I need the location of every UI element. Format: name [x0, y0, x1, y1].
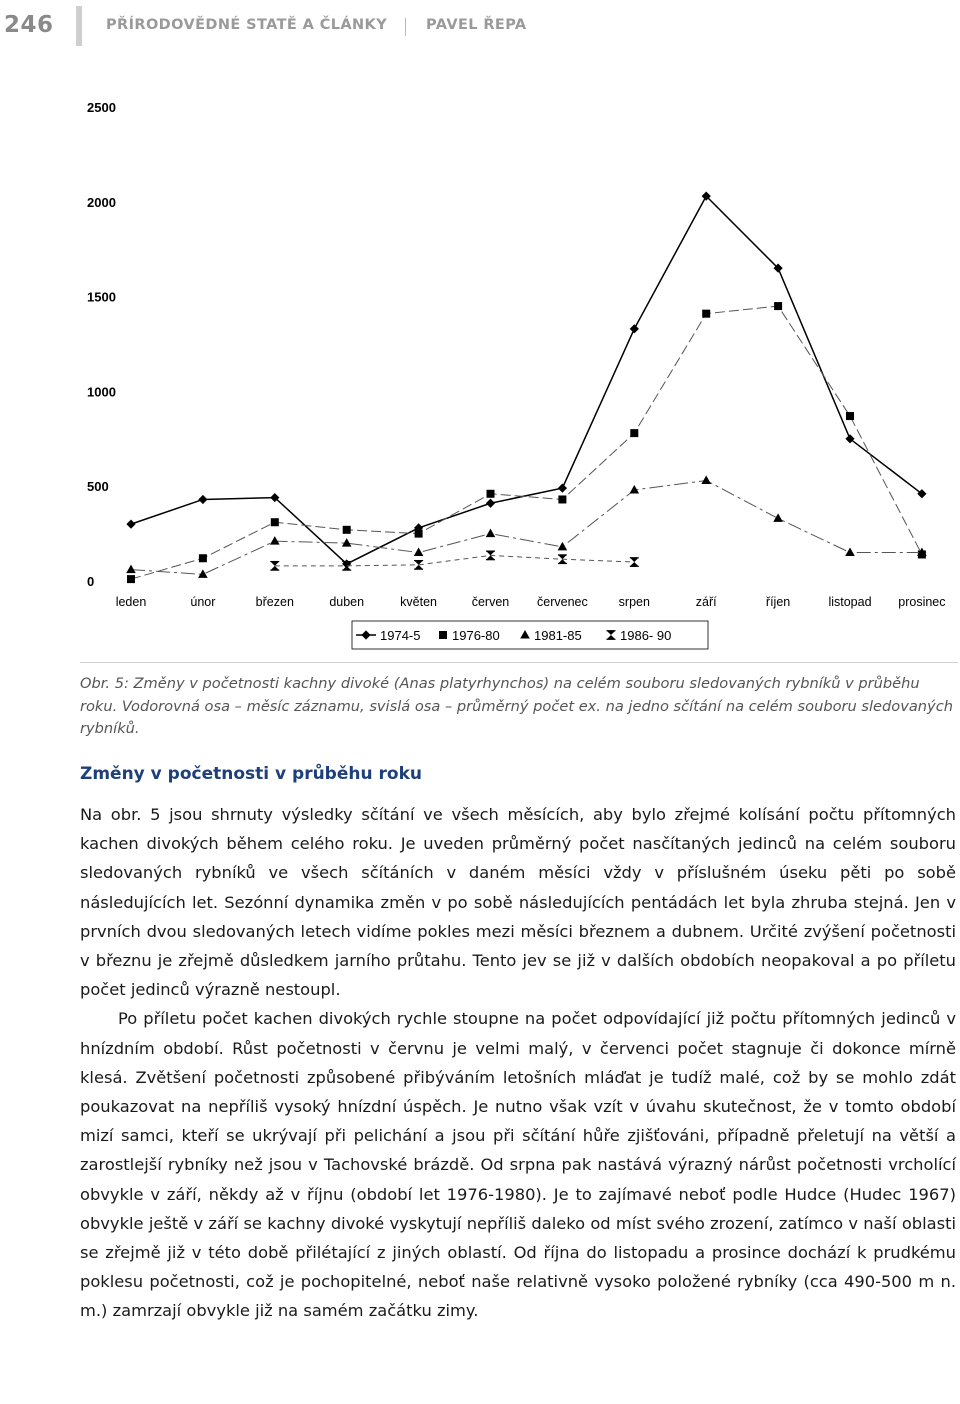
series-line [131, 481, 922, 575]
data-point [701, 476, 711, 485]
data-point [270, 536, 280, 545]
series-triangle [126, 476, 927, 578]
y-tick-label: 0 [87, 574, 95, 589]
data-point [199, 554, 207, 562]
legend-marker [520, 630, 530, 639]
y-tick-label: 2500 [87, 100, 116, 115]
page-number: 246 [4, 12, 54, 38]
header-separator [405, 18, 406, 36]
series-square [127, 302, 926, 583]
y-tick-label: 2000 [87, 194, 116, 210]
legend-marker [607, 631, 615, 639]
legend-label: 1974-5 [380, 628, 421, 643]
legend-label: 1981-85 [534, 628, 582, 643]
data-point [845, 548, 855, 557]
data-point [198, 569, 208, 578]
data-point [126, 565, 136, 574]
series-diamond [126, 192, 926, 569]
y-tick-label: 1000 [87, 384, 116, 400]
x-tick-label: březen [255, 595, 294, 609]
legend-label: 1986- 90 [620, 628, 672, 643]
legend-marker [439, 631, 447, 639]
data-point [126, 520, 135, 529]
data-point [774, 302, 782, 310]
caption-rule [80, 662, 958, 663]
y-tick-label: 500 [87, 479, 109, 495]
data-point [414, 548, 424, 557]
header-author: PAVEL ŘEPA [426, 17, 527, 33]
data-point [342, 538, 352, 547]
population-line-chart [0, 88, 960, 660]
series-hourglass [270, 551, 639, 570]
data-point [846, 412, 854, 420]
chart-legend [352, 621, 708, 649]
data-point [343, 526, 351, 534]
chart-series [126, 192, 927, 584]
x-axis-ticks [116, 595, 946, 609]
header-divider-bar [76, 6, 82, 46]
data-point [558, 483, 567, 492]
series-line [131, 196, 922, 564]
article-body [80, 800, 956, 1326]
data-point [702, 310, 710, 318]
x-tick-label: prosinec [898, 595, 946, 609]
page-header [0, 0, 960, 52]
data-point [558, 542, 568, 551]
paragraph-2: Po příletu počet kachen divokých rychle stoupne na počet odpovídající již počtu přítomných jedinců v hnízdním období. Růst početnosti v červnu je velmi malý, v červenci počet stagnuje či dokonce mírně klesá. Zvětšení početnosti způsobené přibýváním letošních mláďat je tudíž malé, což by se mohlo zdát poukazovat na nepříliš vysoký hnízdní úspěch. Je nutno však vzít v úvahu skutečnost, že v tomto období mizí samci, kteří se ukrývají při pelichání a jsou při sčítání hůře zjišťováni, případně přeletují na větší a zarostlejší rybníky než jsou v Tachovské brázdě. Od srpna pak nastává výrazný nárůst početnosti vrcholící obvykle v září, někdy až v říjnu (období let 1976-1980). Je to zajímavé neboť podle Hudce (Hudec 1967) obvykle ještě v září se kachny divoké vyskytují nepříliš daleko od míst svého zrození, zatímco v naší oblasti se zřejmě již v této době přilétající z jiných oblastí. Od října do listopadu a prosince dochází k prudkému poklesu početnosti, což je pochopitelné, neboť naše relativně vysoko položené rybníky (cca 490-500 m n. m.) zamrzají obvykle již na samém začátku zimy. [80, 1009, 956, 1321]
data-point [198, 495, 207, 504]
data-point [127, 575, 135, 583]
y-axis-ticks [87, 100, 116, 589]
data-point [630, 324, 639, 333]
data-point [558, 495, 566, 503]
data-point [486, 499, 495, 508]
header-section-title: PŘÍRODOVĚDNÉ STATĚ A ČLÁNKY [106, 17, 388, 33]
data-point [773, 513, 783, 522]
series-line [275, 555, 635, 565]
paragraph-1: Na obr. 5 jsou shrnuty výsledky sčítání ve všech měsících, aby bylo zřejmé kolísání počtu přítomných kachen divokých během celého roku. Je uveden průměrný počet nasčítaných jedinců na celém souboru sledovaných rybníků ve všech sčítáních v daném měsíci vždy v příslušném úseku pěti po sobě následujících let. Sezónní dynamika změn v po sobě následujících pentádách let byla zhruba stejná. Jen v prvních dvou sledovaných letech vidíme pokles mezi měsíci březnem a dubnem. Určité zvýšení početnosti v březnu je zřejmě důsledkem jarního průtahu. Tento jev se již v dalších obdobích neopakoval a po příletu počet jedinců výrazně nestoupl. [80, 805, 956, 1000]
data-point [630, 429, 638, 437]
x-tick-label: červen [471, 595, 510, 609]
x-tick-label: srpen [618, 595, 650, 609]
x-tick-label: leden [115, 595, 147, 609]
data-point [415, 530, 423, 538]
data-point [487, 490, 495, 498]
x-tick-label: únor [190, 595, 216, 609]
data-point [486, 529, 496, 538]
data-point [271, 518, 279, 526]
y-tick-label: 1500 [87, 289, 116, 305]
x-tick-label: květen [400, 595, 438, 609]
legend-label: 1976-80 [452, 628, 500, 643]
series-line [131, 306, 922, 579]
x-tick-label: listopad [828, 595, 872, 609]
legend-marker [361, 630, 370, 639]
x-tick-label: duben [329, 595, 365, 609]
x-tick-label: září [695, 595, 717, 609]
figure-caption: Obr. 5: Změny v početnosti kachny divoké (Anas platyrhynchos) na celém souboru sledovaných rybníků v průběhu roku. Vodorovná osa – měsíc záznamu, svislá osa – průměrný počet ex. na jedno sčítání na celém souboru sledovaných rybníků. [80, 675, 953, 737]
section-heading: Změny v početnosti v průběhu roku [80, 764, 422, 784]
x-tick-label: červenec [537, 595, 588, 609]
x-tick-label: říjen [765, 595, 791, 609]
data-point [630, 558, 638, 566]
